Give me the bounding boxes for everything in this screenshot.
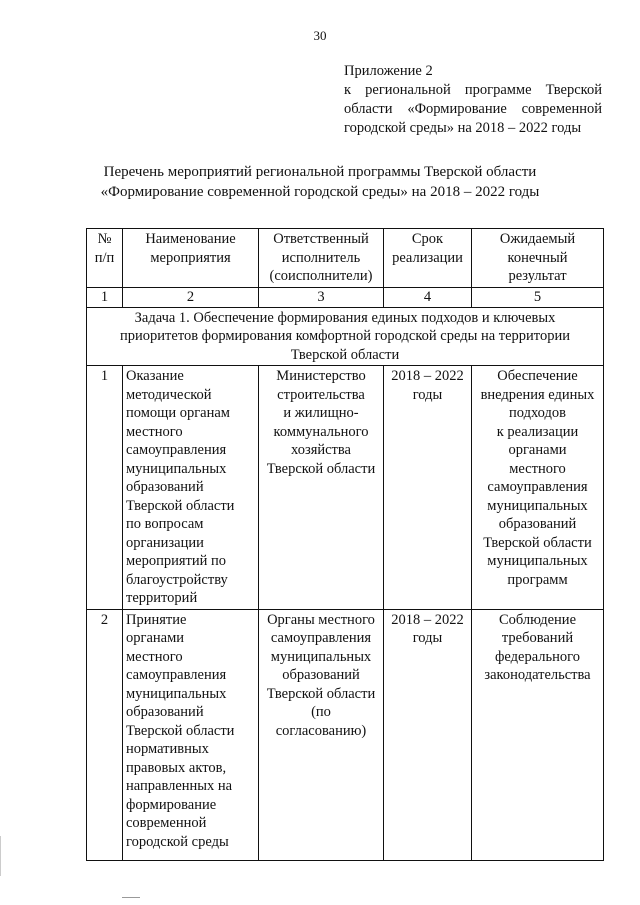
table-row — [87, 609, 604, 860]
header-name: Наименование мероприятия — [123, 229, 259, 288]
measure-term: 2018 – 2022 годы — [384, 366, 472, 610]
header-term: Срок реализации — [384, 229, 472, 288]
appendix-line: области «Формирование современной — [344, 101, 602, 117]
column-number: 5 — [472, 287, 604, 307]
measure-executor: Министерство строительства и жилищно- коммунального хозяйства Тверской области — [259, 366, 384, 610]
scan-mark — [122, 897, 140, 898]
appendix-line: к региональной программе Тверской — [344, 82, 602, 98]
column-number: 2 — [123, 287, 259, 307]
measure-name: Оказание методической помощи органам местного самоуправления муниципальных образований Тверской области по вопросам организации мероприятий по благоустройству территорий — [123, 366, 259, 610]
measure-result: Обеспечение внедрения единых подходов к реализации органами местного самоуправления муниципальных образований Тверской области муниципальных программ — [472, 366, 604, 610]
header-result: Ожидаемый конечный результат — [472, 229, 604, 288]
table-row — [87, 366, 604, 610]
measure-name: Принятие органами местного самоуправления муниципальных образований Тверской области нормативных правовых актов, направленных на формирование современной городской среды — [123, 609, 259, 860]
appendix-note — [344, 62, 602, 138]
header-row — [87, 229, 604, 288]
title-line: «Формирование современной городской среды» на 2018 – 2022 годы — [100, 184, 540, 200]
header-number: № п/п — [87, 229, 123, 288]
column-number: 3 — [259, 287, 384, 307]
document-title — [40, 162, 600, 202]
measure-result: Соблюдение требований федерального законодательства — [472, 609, 604, 860]
column-numbers-row — [87, 287, 604, 307]
column-number: 4 — [384, 287, 472, 307]
task-heading: Задача 1. Обеспечение формирования единых подходов и ключевых приоритетов формирования комфортной городской среды на территории Тверской области — [87, 307, 604, 366]
page-number: 30 — [313, 28, 327, 43]
appendix-line: Приложение 2 — [344, 63, 433, 79]
task-row — [87, 307, 604, 366]
header-executor: Ответственный исполнитель (соисполнители) — [259, 229, 384, 288]
measure-executor: Органы местного самоуправления муниципальных образований Тверской области (по согласованию) — [259, 609, 384, 860]
row-number: 1 — [87, 366, 123, 610]
measure-term: 2018 – 2022 годы — [384, 609, 472, 860]
row-number: 2 — [87, 609, 123, 860]
scan-mark — [0, 836, 1, 876]
column-number: 1 — [87, 287, 123, 307]
appendix-line: городской среды» на 2018 – 2022 годы — [344, 120, 582, 136]
title-line: Перечень мероприятий региональной программы Тверской области — [103, 164, 537, 180]
measures-table — [86, 228, 604, 861]
